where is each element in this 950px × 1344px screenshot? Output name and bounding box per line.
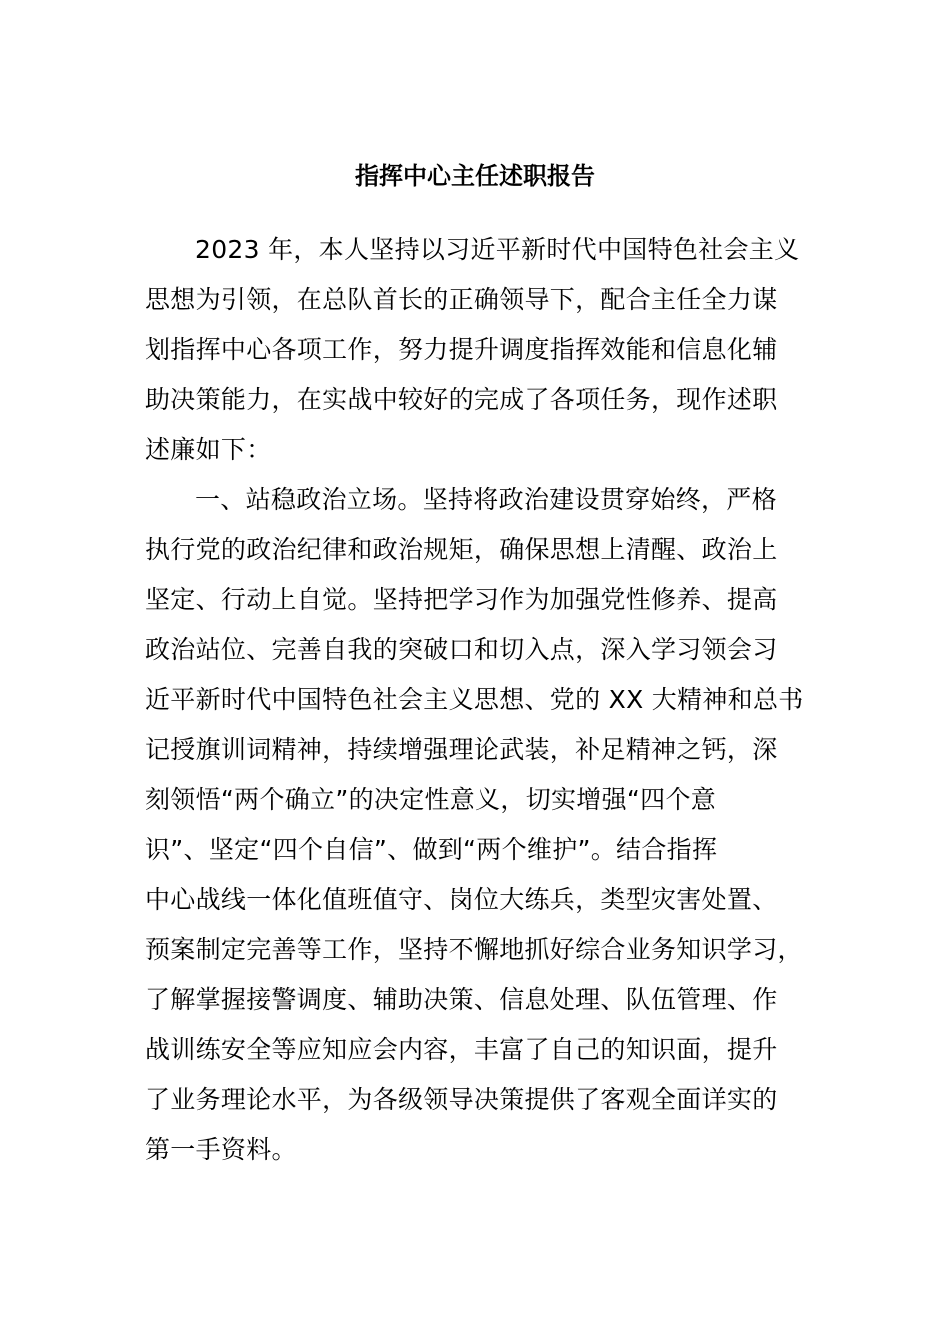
paragraph-line: 政治站位、完善自我的突破口和切入点，深入学习领会习: [145, 635, 778, 664]
paragraph-line: 第一手资料。: [145, 1135, 297, 1164]
paragraph-line: 坚定、行动上自觉。坚持把学习作为加强党性修养、提高: [145, 585, 778, 614]
paragraph-line: 助决策能力，在实战中较好的完成了各项任务，现作述职: [145, 385, 778, 414]
paragraph-line: 中心战线一体化值班值守、岗位大练兵，类型灾害处置、: [145, 885, 778, 914]
paragraph-line: 划指挥中心各项工作，努力提升调度指挥效能和信息化辅: [145, 335, 778, 364]
paragraph-line: 一、站稳政治立场。坚持将政治建设贯穿始终，严格: [195, 485, 777, 514]
paragraph-line: 了业务理论水平，为各级领导决策提供了客观全面详实的: [145, 1085, 778, 1114]
paragraph-line: 识”、坚定“四个自信”、做到“两个维护”。结合指挥: [145, 835, 718, 864]
paragraph-line: 2023 年，本人坚持以习近平新时代中国特色社会主义: [195, 235, 800, 264]
paragraph-line: 预案制定完善等工作，坚持不懈地抓好综合业务知识学习，: [145, 935, 803, 964]
document-title: 指挥中心主任述职报告: [355, 162, 595, 190]
paragraph-line: 刻领悟“两个确立”的决定性意义，切实增强“四个意: [145, 785, 717, 814]
document-body: [145, 232, 807, 1182]
paragraph-line: 了解掌握接警调度、辅助决策、信息处理、队伍管理、作: [145, 985, 778, 1014]
paragraph-line: 战训练安全等应知应会内容，丰富了自己的知识面，提升: [145, 1035, 778, 1064]
paragraph-line: 述廉如下：: [145, 435, 272, 464]
paragraph-line: 记授旗训词精神，持续增强理论武装，补足精神之钙，深: [145, 735, 778, 764]
paragraph-line: 思想为引领，在总队首长的正确领导下，配合主任全力谋: [145, 285, 778, 314]
paragraph-line: 近平新时代中国特色社会主义思想、党的 XX 大精神和总书: [145, 685, 804, 714]
paragraph-line: 执行党的政治纪律和政治规矩，确保思想上清醒、政治上: [145, 535, 778, 564]
